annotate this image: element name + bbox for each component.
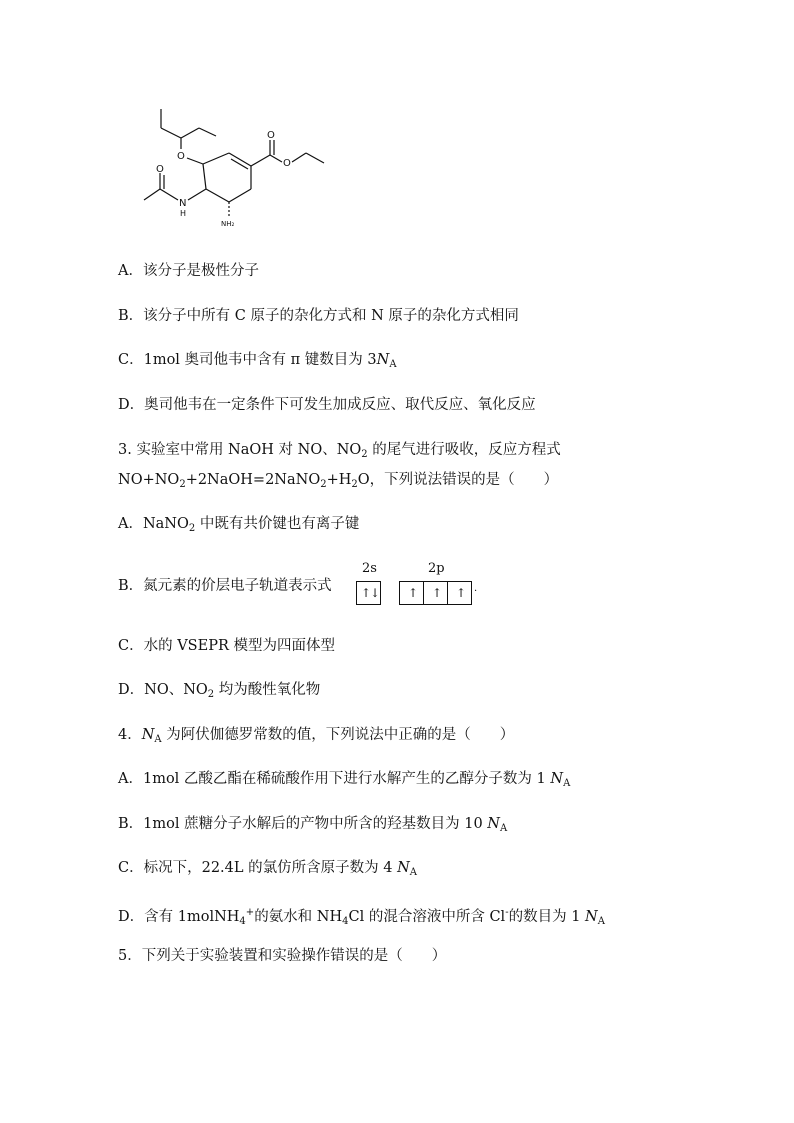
ether-oxygen-label: O	[177, 151, 185, 162]
oseltamivir-structure-diagram	[130, 96, 330, 236]
equation-text: +2NaOH=2NaNO	[185, 472, 321, 488]
superscript: -	[505, 907, 509, 918]
spin-down-arrow-icon: ↓	[370, 586, 381, 600]
spin-up-arrow-icon: ↑	[408, 586, 419, 600]
subscript: 2	[207, 689, 215, 700]
avogadro-symbol: N	[141, 727, 155, 743]
option-text: 均为酸性氧化物	[214, 682, 321, 698]
carbonyl-oxygen-label: O	[267, 130, 275, 141]
spin-up-arrow-icon: ↑	[361, 586, 372, 600]
q3-option-d	[118, 680, 320, 705]
avogadro-subscript: A	[409, 867, 417, 878]
option-text: D．NO、NO	[118, 682, 208, 698]
equation-text: +H	[326, 472, 352, 488]
avogadro-symbol: N	[550, 771, 564, 787]
equation-text: O，下列说法错误的是（ ）	[357, 472, 559, 488]
q3-stem-text: 3. 实验室中常用 NaOH 对 NO、NO	[118, 442, 362, 458]
q2-option-c	[118, 350, 397, 375]
q2-option-d: D．奥司他韦在一定条件下可发生加成反应、取代反应、氧化反应	[118, 397, 536, 413]
orbital-2p-box-3	[447, 581, 472, 605]
option-text: D．含有 1molNH	[118, 909, 240, 925]
equation-text: NO+NO	[118, 472, 180, 488]
avogadro-subscript: A	[154, 734, 162, 745]
q4-stem	[118, 725, 514, 750]
avogadro-subscript: A	[563, 778, 571, 789]
q4-option-d	[118, 903, 605, 932]
q4-option-a	[118, 769, 570, 794]
q3-option-b: B．氮元素的价层电子轨道表示式	[118, 578, 332, 594]
q3-stem-line2	[118, 470, 558, 495]
q4-number: 4．	[118, 727, 142, 743]
option-text: A．1mol 乙酸乙酯在稀硫酸作用下进行水解产生的乙醇分子数为 1	[118, 771, 551, 787]
orbital-2s-label: 2s	[362, 561, 377, 576]
orbital-2p-box-2	[423, 581, 448, 605]
amide-hydrogen-label: H	[180, 209, 187, 218]
molecule-structure	[130, 96, 330, 236]
subscript: 2	[179, 479, 186, 490]
subscript: 2	[320, 479, 327, 490]
q3-stem-text: 的尾气进行吸收，反应方程式	[367, 442, 561, 458]
orbital-2p-label: 2p	[428, 561, 445, 576]
orbital-2s-box	[356, 581, 381, 605]
q2-option-b: B．该分子中所有 C 原子的杂化方式和 N 原子的杂化方式相同	[118, 308, 519, 324]
q4-stem-text: 为阿伏伽德罗常数的值，下列说法中正确的是（ ）	[161, 727, 515, 743]
option-text: 的氨水和 NH	[254, 909, 343, 925]
option-text: 的数目为 1	[508, 909, 586, 925]
q4-option-b	[118, 814, 507, 839]
q2-option-c-text: C．1mol 奥司他韦中含有 π 键数目为 3	[118, 352, 377, 368]
subscript: 2	[188, 523, 196, 534]
q4-option-c	[118, 858, 417, 883]
ester-oxygen-label: O	[283, 158, 291, 169]
option-text: B．1mol 蔗糖分子水解后的产物中所含的羟基数目为 10	[118, 816, 488, 832]
q3-option-c: C．水的 VSEPR 模型为四面体型	[118, 638, 335, 654]
superscript: +	[245, 907, 255, 918]
option-text: Cl 的混合溶液中所含 Cl	[348, 909, 506, 925]
option-text: 中既有共价键也有离子键	[195, 516, 360, 532]
option-text: A．NaNO	[118, 516, 189, 532]
q3-option-a	[118, 514, 359, 539]
avogadro-symbol: N	[397, 860, 410, 876]
subscript: 4	[239, 916, 246, 927]
spin-up-arrow-icon: ↑	[432, 586, 443, 600]
avogadro-symbol: N	[585, 909, 598, 925]
q2-option-a: A．该分子是极性分子	[118, 263, 259, 279]
avogadro-subscript: A	[389, 359, 397, 370]
subscript: 4	[342, 916, 349, 927]
amide-nitrogen-label: N	[179, 198, 187, 209]
avogadro-symbol: N	[376, 352, 390, 368]
subscript: 2	[351, 479, 358, 490]
option-text: C．标况下，22.4L 的氯仿所含原子数为 4	[118, 860, 398, 876]
orbital-2p-box-1	[399, 581, 424, 605]
orbital-trailing-mark: ·	[474, 586, 478, 597]
q5-stem: 5．下列关于实验装置和实验操作错误的是（ ）	[118, 948, 447, 964]
avogadro-subscript: A	[597, 916, 605, 927]
q3-stem-line1	[118, 440, 561, 465]
amide-oxygen-label: O	[156, 164, 164, 175]
amine-label: NH₂	[221, 220, 235, 228]
spin-up-arrow-icon: ↑	[456, 586, 467, 600]
subscript: 2	[361, 449, 368, 460]
avogadro-subscript: A	[499, 823, 508, 834]
avogadro-symbol: N	[487, 816, 500, 832]
